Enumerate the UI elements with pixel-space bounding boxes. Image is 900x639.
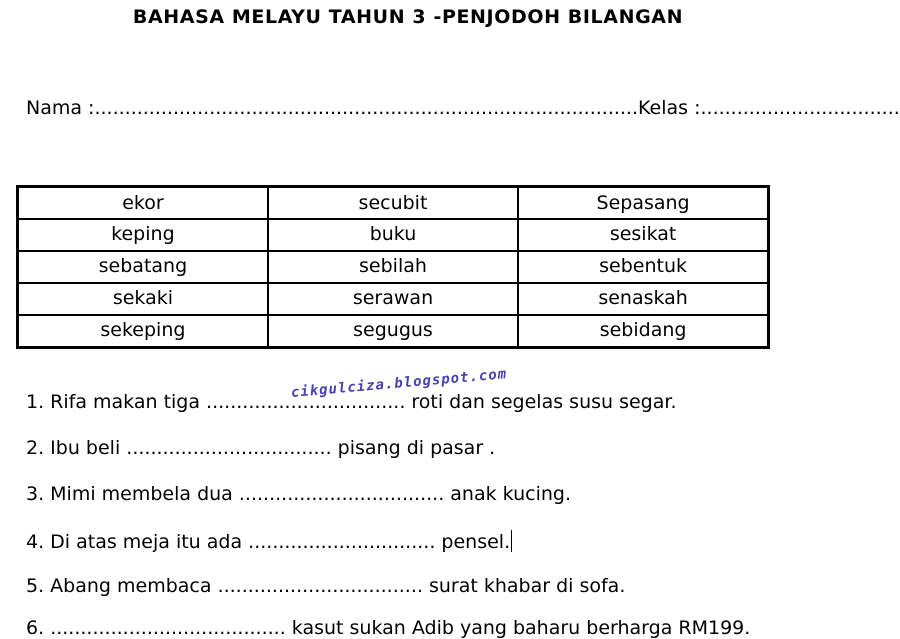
table-cell: sebidang [518,315,768,348]
table-cell: sebatang [18,251,268,283]
answer-blank[interactable]: ....................................... [50,617,286,639]
table-row [18,187,769,220]
table-row [18,315,769,348]
answer-blank[interactable]: ............................... [248,531,436,553]
question-text: kasut sukan Adib yang baharu berharga RM199. [285,617,751,639]
table-row [18,251,769,283]
table-row [18,283,769,315]
question-text: pisang di pasar . [331,437,496,459]
text-cursor [511,530,512,552]
question-4 [26,530,512,553]
name-class-row [26,97,900,119]
table-cell: sebilah [268,251,518,283]
table-cell: sesikat [518,219,768,251]
question-text: 3. Mimi membela dua [26,483,233,505]
question-text: 4. Di atas meja itu ada [26,531,243,553]
question-2 [26,437,495,459]
nama-label: Nama : [26,97,95,119]
question-text: 6. [26,617,45,639]
answer-blank[interactable]: .................................. [238,483,445,505]
table-cell: senaskah [518,283,768,315]
question-6 [26,617,750,639]
question-text: anak kucing. [444,483,571,505]
kelas-field[interactable]: ............................... [700,97,888,119]
table-cell: serawan [268,283,518,315]
trailing-dots: .. [887,97,900,119]
answer-blank[interactable]: ................................. [206,391,406,413]
question-text: 2. Ibu beli [26,437,121,459]
answer-blank[interactable]: .................................. [126,437,332,459]
question-5 [26,575,625,597]
table-cell: sebentuk [518,251,768,283]
table-cell: ekor [18,187,268,220]
nama-field[interactable]: .......................................................................................... [94,97,639,119]
question-text: roti dan segelas susu segar. [405,391,677,413]
question-text: surat khabar di sofa. [422,575,626,597]
page-title: BAHASA MELAYU TAHUN 3 -PENJODOH BILANGAN [132,6,684,28]
watermark: cikgulciza.blogspot.com [290,366,508,401]
kelas-label: Kelas : [638,97,701,119]
table-cell: sekeping [18,315,268,348]
table-cell: secubit [268,187,518,220]
table-row [18,219,769,251]
table-cell: buku [268,219,518,251]
answer-blank[interactable]: .................................. [217,575,423,597]
table-cell: segugus [268,315,518,348]
word-bank-table [16,185,770,349]
question-text: 1. Rifa makan tiga [26,391,200,413]
question-3 [26,483,571,505]
table-cell: keping [18,219,268,251]
question-text: pensel. [435,531,511,553]
table-cell: sekaki [18,283,268,315]
table-cell: Sepasang [518,187,768,220]
question-text: 5. Abang membaca [26,575,212,597]
